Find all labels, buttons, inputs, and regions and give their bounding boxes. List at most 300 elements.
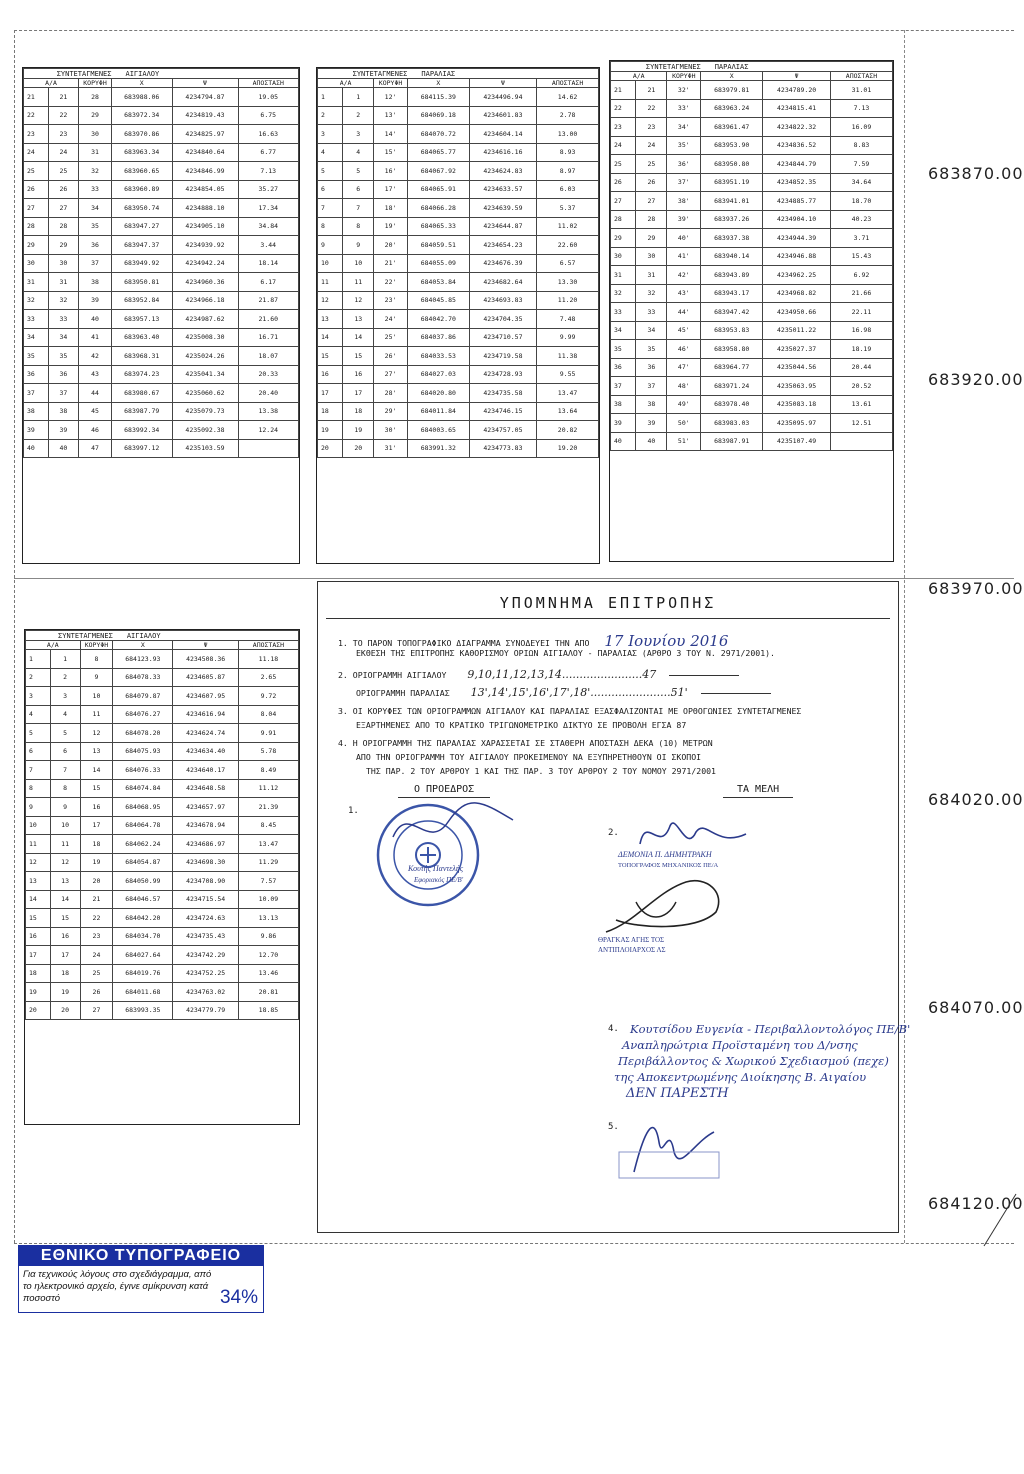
table-cell: 684037.86 <box>407 328 469 347</box>
table-cell: 10 <box>318 254 343 273</box>
table-row <box>318 162 599 181</box>
table-cell: 34.64 <box>830 173 892 192</box>
table-cell: 7.13 <box>238 162 299 181</box>
table-cell: 25 <box>636 155 667 174</box>
table-cell: 684020.80 <box>407 384 469 403</box>
memo-item-2-value: 9,10,11,12,13,14.......................47 <box>467 668 657 681</box>
table-cell: 22 <box>24 106 49 125</box>
table-cell: 46 <box>79 421 112 440</box>
table-cell: 39 <box>24 421 49 440</box>
table-cell: 36 <box>79 236 112 255</box>
table-cell: 4234624.83 <box>469 162 536 181</box>
table-cell: 683993.35 <box>113 1001 173 1020</box>
table-cell: 3 <box>50 687 80 706</box>
table-cell: 4235011.22 <box>763 321 831 340</box>
table-cell: 33 <box>636 303 667 322</box>
table-cell: 32' <box>667 81 701 100</box>
table-row <box>26 853 299 872</box>
table-cell: 13.38 <box>238 402 299 421</box>
table-cell: 4234904.10 <box>763 210 831 229</box>
table-cell: 13 <box>50 872 80 891</box>
table-cell: 11 <box>80 705 113 724</box>
table-cell: 28' <box>374 384 408 403</box>
table-cell: 7 <box>343 199 374 218</box>
table-cell: 42' <box>667 266 701 285</box>
table-cell: 4234825.97 <box>172 125 238 144</box>
table-cell: 4235095.97 <box>763 414 831 433</box>
column-header: X <box>113 641 173 650</box>
table-cell: 4234634.40 <box>173 742 239 761</box>
grid-coord-3: 683970.00 <box>928 579 1024 598</box>
table-cell: 8.45 <box>238 816 298 835</box>
table-cell: 10 <box>26 816 51 835</box>
table-cell: 30 <box>24 254 49 273</box>
table-row <box>24 199 299 218</box>
table-cell: 4234763.02 <box>173 983 239 1002</box>
table-cell: 22 <box>611 99 636 118</box>
table-cell: 684076.27 <box>113 705 173 724</box>
stamp-3-name: ΘΡΑΓΚΑΣ ΑΓΗΣ ΤΟΣ <box>598 936 665 944</box>
table-row <box>26 687 299 706</box>
table-row <box>611 377 893 396</box>
memo-item-2-underline <box>669 675 739 676</box>
table-row <box>26 835 299 854</box>
table-cell: 8 <box>50 779 80 798</box>
memo-item-1-text: 1. ΤΟ ΠΑΡΟΝ ΤΟΠΟΓΡΑΦΙΚΟ ΔΙΑΓΡΑΜΜΑ ΣΥΝΟΔΕΥΕΙ ΤΗΝ ΑΠΟ <box>338 638 590 648</box>
table-cell: 683958.80 <box>701 340 763 359</box>
frame-mid-line <box>14 578 1014 579</box>
table-cell: 4235083.18 <box>763 395 831 414</box>
table-cell: 4235063.95 <box>763 377 831 396</box>
table-cell: 4234698.30 <box>173 853 239 872</box>
table-cell: 20.52 <box>830 377 892 396</box>
table-title-label: ΣΥΝΤΕΤΑΓΜΕΝΕΣ <box>611 62 701 72</box>
table-cell: 2 <box>318 106 343 125</box>
table-cell: 7.13 <box>830 99 892 118</box>
table-cell: 4234844.79 <box>763 155 831 174</box>
table-cell: 13.61 <box>830 395 892 414</box>
table-cell: 4235044.56 <box>763 358 831 377</box>
table-cell: 27 <box>80 1001 113 1020</box>
table-cell: 684078.20 <box>113 724 173 743</box>
table-row <box>611 173 893 192</box>
table-cell: 21 <box>611 81 636 100</box>
table-cell: 27' <box>374 365 408 384</box>
table-cell: 38 <box>636 395 667 414</box>
table-cell: 684019.76 <box>113 964 173 983</box>
table-cell: 21' <box>374 254 408 273</box>
table-cell: 684064.78 <box>113 816 173 835</box>
table-cell: 13.47 <box>537 384 599 403</box>
table-cell: 40 <box>48 439 78 458</box>
table-row <box>26 668 299 687</box>
table-row <box>24 180 299 199</box>
table-cell: 683974.23 <box>112 365 173 384</box>
table-row <box>611 284 893 303</box>
table-cell: 43 <box>79 365 112 384</box>
table-cell: 20.44 <box>830 358 892 377</box>
table-cell: 15 <box>343 347 374 366</box>
table-cell: 13.46 <box>238 964 298 983</box>
table-cell: 684070.72 <box>407 125 469 144</box>
table-cell: 7 <box>50 761 80 780</box>
table-cell: 683983.03 <box>701 414 763 433</box>
table-cell: 11 <box>50 835 80 854</box>
memo-item-4-line2: ΑΠΟ ΤΗΝ ΟΡΙΟΓΡΑΜΜΗ ΤΟΥ ΑΙΓΙΑΛΟΥ ΠΡΟΚΕΙΜΕΝΟΥ ΝΑ ΕΞΥΠΗΡΕΤΗΘΟΥΝ ΟΙ ΣΚΟΠΟΙ <box>356 752 702 762</box>
table-cell: 2.78 <box>537 106 599 125</box>
memo-item-4-line3: ΤΗΣ ΠΑΡ. 2 ΤΟΥ ΑΡΘΡΟΥ 1 ΚΑΙ ΤΗΣ ΠΑΡ. 3 ΤΟΥ ΑΡΘΡΟΥ 2 ΤΟΥ ΝΟΜΟΥ 2971/2001 <box>366 766 716 776</box>
table-cell: 683947.27 <box>112 217 173 236</box>
table-cell: 4 <box>50 705 80 724</box>
table-cell: 683970.86 <box>112 125 173 144</box>
table-row <box>26 650 299 669</box>
table-cell: 20 <box>318 439 343 458</box>
table-cell: 31 <box>79 143 112 162</box>
table-cell: 4234794.87 <box>172 88 238 107</box>
table-cell: 4234735.43 <box>173 927 239 946</box>
table-cell: 4234657.97 <box>173 798 239 817</box>
table-row <box>24 217 299 236</box>
table-row <box>318 217 599 236</box>
table-cell: 16.09 <box>830 118 892 137</box>
table-cell: 11.20 <box>537 291 599 310</box>
table-title-label: ΣΥΝΤΕΤΑΓΜΕΝΕΣ <box>24 69 112 79</box>
table-cell: 28 <box>48 217 78 236</box>
table-cell: 4234605.87 <box>173 668 239 687</box>
table-cell: 11 <box>343 273 374 292</box>
table-cell: 50' <box>667 414 701 433</box>
table-cell: 18.14 <box>238 254 299 273</box>
table-cell: 27 <box>24 199 49 218</box>
table-cell: 7.59 <box>830 155 892 174</box>
table-cell: 12.51 <box>830 414 892 433</box>
table-cell: 2.65 <box>238 668 298 687</box>
table-cell: 683987.91 <box>701 432 763 451</box>
table-row <box>26 761 299 780</box>
table-cell: 4234840.64 <box>172 143 238 162</box>
table-cell: 4234604.14 <box>469 125 536 144</box>
table-cell: 32 <box>636 284 667 303</box>
table-cell: 28 <box>636 210 667 229</box>
table-row <box>611 99 893 118</box>
table-title-label: ΣΥΝΤΕΤΑΓΜΕΝΕΣ <box>26 631 113 641</box>
stamp-1-title: Εφοριακός ΠΕ/Β' <box>414 876 464 884</box>
table-cell: 14 <box>80 761 113 780</box>
president-label: Ο ΠΡΟΕΔΡΟΣ <box>398 784 490 798</box>
table-cell: 21.87 <box>238 291 299 310</box>
table-cell: 12 <box>343 291 374 310</box>
table-row <box>611 266 893 285</box>
table-cell: 4234742.29 <box>173 946 239 965</box>
table-cell: 4234654.23 <box>469 236 536 255</box>
table-cell: 40 <box>24 439 49 458</box>
table-cell: 683953.83 <box>701 321 763 340</box>
table-cell: 31 <box>611 266 636 285</box>
table-cell: 4234708.90 <box>173 872 239 891</box>
table-cell: 4234724.63 <box>173 909 239 928</box>
column-header: ΚΟΡΥΦΗ <box>79 79 112 88</box>
table-cell: 40.23 <box>830 210 892 229</box>
table-cell: 13.64 <box>537 402 599 421</box>
table-cell: 10 <box>50 816 80 835</box>
table-cell: 4234819.43 <box>172 106 238 125</box>
table-cell: 4235060.62 <box>172 384 238 403</box>
column-header: Ψ <box>469 79 536 88</box>
table-cell: 33 <box>24 310 49 329</box>
table-cell: 4234639.59 <box>469 199 536 218</box>
table-row <box>24 310 299 329</box>
table-cell: 12.24 <box>238 421 299 440</box>
table-cell: 38 <box>79 273 112 292</box>
table-cell: 683961.47 <box>701 118 763 137</box>
table-cell: 5 <box>26 724 51 743</box>
table-cell: 2 <box>50 668 80 687</box>
grid-coord-4: 684020.00 <box>928 790 1024 809</box>
table-cell: 22 <box>48 106 78 125</box>
table-cell: 4235092.38 <box>172 421 238 440</box>
table-cell: 17 <box>318 384 343 403</box>
table-cell: 35 <box>79 217 112 236</box>
table-row <box>318 439 599 458</box>
table-cell: 19.05 <box>238 88 299 107</box>
table-row <box>26 872 299 891</box>
table-cell: 18 <box>80 835 113 854</box>
table-cell: 6.77 <box>238 143 299 162</box>
table-cell: 683951.19 <box>701 173 763 192</box>
table-cell: 8 <box>26 779 51 798</box>
table-cell: 684065.91 <box>407 180 469 199</box>
table-cell: 4234616.16 <box>469 143 536 162</box>
table-cell: 6.17 <box>238 273 299 292</box>
table-cell: 42 <box>79 347 112 366</box>
table-cell: 30 <box>636 247 667 266</box>
table-row <box>24 384 299 403</box>
table-cell: 4234944.39 <box>763 229 831 248</box>
table-cell: 25 <box>48 162 78 181</box>
table-cell: 9 <box>26 798 51 817</box>
table-cell: 37 <box>636 377 667 396</box>
table-row <box>611 340 893 359</box>
table-row <box>24 143 299 162</box>
table-cell: 684065.33 <box>407 217 469 236</box>
table-cell: 17.34 <box>238 199 299 218</box>
table-cell: 19.20 <box>537 439 599 458</box>
column-header: Α/Α <box>24 79 79 88</box>
table-cell: 21 <box>80 890 113 909</box>
table-cell: 683950.74 <box>112 199 173 218</box>
frame-right-line <box>904 30 905 1243</box>
table-cell: 37 <box>79 254 112 273</box>
members-label: ΤΑ ΜΕΛΗ <box>723 784 793 798</box>
table-cell: 18 <box>318 402 343 421</box>
grid-coord-5: 684070.00 <box>928 998 1024 1017</box>
member-4-line-1: Κουτσίδου Ευγενία - Περιβαλλοντολόγος ΠΕ/Β' <box>630 1022 911 1036</box>
table-cell: 684027.64 <box>113 946 173 965</box>
table-row <box>24 347 299 366</box>
table-cell: 684067.92 <box>407 162 469 181</box>
table-cell: 17 <box>50 946 80 965</box>
frame-bottom-line <box>14 1243 1014 1244</box>
table-cell: 21.39 <box>238 798 298 817</box>
table-cell: 4234854.05 <box>172 180 238 199</box>
table-cell: 16 <box>50 927 80 946</box>
grid-tick-mark <box>970 1190 1020 1250</box>
frame-top-line <box>14 30 1014 31</box>
notice-title: ΕΘΝΙΚΟ ΤΥΠΟΓΡΑΦΕΙΟ <box>19 1246 263 1266</box>
table-row <box>26 798 299 817</box>
table-cell: 4235027.37 <box>763 340 831 359</box>
table-cell: 26 <box>636 173 667 192</box>
table-cell: 12' <box>374 88 408 107</box>
memo-item-3-line2: ΕΞΑΡΤΗΜΕΝΕΣ ΑΠΟ ΤΟ ΚΡΑΤΙΚΟ ΤΡΙΓΩΝΟΜΕΤΡΙΚΟ ΔΙΚΤΥΟ ΣΕ ΠΡΟΒΟΛΗ ΕΓΣΑ 87 <box>356 720 687 730</box>
table-cell: 683950.81 <box>112 273 173 292</box>
grid-coord-6: 684120.00 <box>928 1194 1024 1213</box>
table-cell: 18 <box>26 964 51 983</box>
table-cell: 29 <box>79 106 112 125</box>
table-cell: 16 <box>26 927 51 946</box>
table-cell: 683960.89 <box>112 180 173 199</box>
column-header: ΚΟΡΥΦΗ <box>80 641 113 650</box>
table-cell: 684059.51 <box>407 236 469 255</box>
table-cell: 6.57 <box>537 254 599 273</box>
table-cell: 684045.85 <box>407 291 469 310</box>
table-cell: 4235107.49 <box>763 432 831 451</box>
table-cell: 29 <box>636 229 667 248</box>
column-header: Α/Α <box>611 72 667 81</box>
table-row <box>24 328 299 347</box>
table-cell: 25 <box>24 162 49 181</box>
table-cell: 4234757.05 <box>469 421 536 440</box>
table-cell: 684011.68 <box>113 983 173 1002</box>
table-cell: 36 <box>48 365 78 384</box>
table-cell: 35 <box>24 347 49 366</box>
memo-item-2b <box>356 686 771 699</box>
table-cell: 48' <box>667 377 701 396</box>
table-cell: 23 <box>24 125 49 144</box>
table-cell: 22 <box>80 909 113 928</box>
table-cell: 12 <box>80 724 113 743</box>
table-cell: 22' <box>374 273 408 292</box>
table-cell: 4234715.54 <box>173 890 239 909</box>
table-cell: 7 <box>318 199 343 218</box>
table-cell: 3 <box>26 687 51 706</box>
table-cell: 683940.14 <box>701 247 763 266</box>
table-cell: 38 <box>611 395 636 414</box>
table-cell: 4234704.35 <box>469 310 536 329</box>
table-cell: 37 <box>24 384 49 403</box>
table-cell: 683963.40 <box>112 328 173 347</box>
table-cell: 35' <box>667 136 701 155</box>
table-cell: 4234640.17 <box>173 761 239 780</box>
table-cell: 23 <box>636 118 667 137</box>
table-row <box>318 254 599 273</box>
table-cell: 4234846.99 <box>172 162 238 181</box>
member-5-signature-icon <box>614 1112 734 1182</box>
table-cell: 29 <box>48 236 78 255</box>
table-cell: 683971.24 <box>701 377 763 396</box>
table-cell: 4234752.25 <box>173 964 239 983</box>
table-cell: 38 <box>48 402 78 421</box>
table-cell: 22.60 <box>537 236 599 255</box>
table-cell: 47 <box>79 439 112 458</box>
table-cell: 4234648.58 <box>173 779 239 798</box>
table-cell: 4234735.58 <box>469 384 536 403</box>
president-signature-icon <box>388 792 518 852</box>
table-cell: 683988.06 <box>112 88 173 107</box>
table-cell: 684027.03 <box>407 365 469 384</box>
table-cell: 21.66 <box>830 284 892 303</box>
table-cell: 4234746.15 <box>469 402 536 421</box>
table-row <box>611 81 893 100</box>
table-cell: 4234836.52 <box>763 136 831 155</box>
table-cell: 1 <box>343 88 374 107</box>
member-3-signature-icon <box>596 872 746 942</box>
table-cell: 4234885.77 <box>763 192 831 211</box>
table-cell: 9 <box>343 236 374 255</box>
table-cell: 7.48 <box>537 310 599 329</box>
table-cell: 4234678.94 <box>173 816 239 835</box>
table-cell: 8.83 <box>830 136 892 155</box>
table-cell: 26' <box>374 347 408 366</box>
table-cell: 8.97 <box>537 162 599 181</box>
table-cell: 4234616.94 <box>173 705 239 724</box>
table-cell: 16 <box>343 365 374 384</box>
coords-table-paralia-21-40 <box>609 60 894 562</box>
table-cell: 19 <box>343 421 374 440</box>
table-cell: 4 <box>343 143 374 162</box>
table-row <box>26 983 299 1002</box>
signature-5-number: 5. <box>608 1122 619 1132</box>
table-cell: 37 <box>611 377 636 396</box>
table-cell: 34 <box>79 199 112 218</box>
table-cell: 4235008.30 <box>172 328 238 347</box>
table-cell: 23 <box>611 118 636 137</box>
table-cell: 45 <box>79 402 112 421</box>
table-cell: 13 <box>80 742 113 761</box>
table-cell: 13.00 <box>537 125 599 144</box>
table-cell: 15 <box>80 779 113 798</box>
table-cell: 6 <box>26 742 51 761</box>
member-4-line-3: Περιβάλλοντος & Χωρικού Σχεδιασμού (πεχε) <box>618 1054 889 1068</box>
column-header: Ψ <box>173 641 239 650</box>
memo-item-2b-underline <box>701 693 771 694</box>
table-cell: 31 <box>636 266 667 285</box>
table-cell: 683978.40 <box>701 395 763 414</box>
table-cell: 1 <box>26 650 51 669</box>
memo-item-2-label: 2. ΟΡΙΟΓΡΑΜΜΗ ΑΙΓΙΑΛΟΥ <box>338 670 447 680</box>
table-cell: 11 <box>318 273 343 292</box>
table-cell: 34.84 <box>238 217 299 236</box>
table-row <box>318 291 599 310</box>
table-cell: 18 <box>343 402 374 421</box>
table-cell: 4234633.57 <box>469 180 536 199</box>
table-cell: 37 <box>48 384 78 403</box>
table-cell: 14 <box>50 890 80 909</box>
table-cell: 38 <box>24 402 49 421</box>
table-cell: 6 <box>343 180 374 199</box>
table-cell: 13.30 <box>537 273 599 292</box>
stamp-2-title: ΤΟΠΟΓΡΑΦΟΣ ΜΗΧΑΝΙΚΟΣ ΠΕ/Α <box>618 862 719 869</box>
table-cell: 10 <box>80 687 113 706</box>
table-cell: 8.04 <box>238 705 298 724</box>
table-cell: 683992.34 <box>112 421 173 440</box>
table-cell: 4 <box>318 143 343 162</box>
signature-2-number: 2. <box>608 828 619 838</box>
table-cell: 4234693.83 <box>469 291 536 310</box>
table-cell: 4234728.93 <box>469 365 536 384</box>
table-cell: 2 <box>26 668 51 687</box>
column-header: ΚΟΡΥΦΗ <box>374 79 408 88</box>
